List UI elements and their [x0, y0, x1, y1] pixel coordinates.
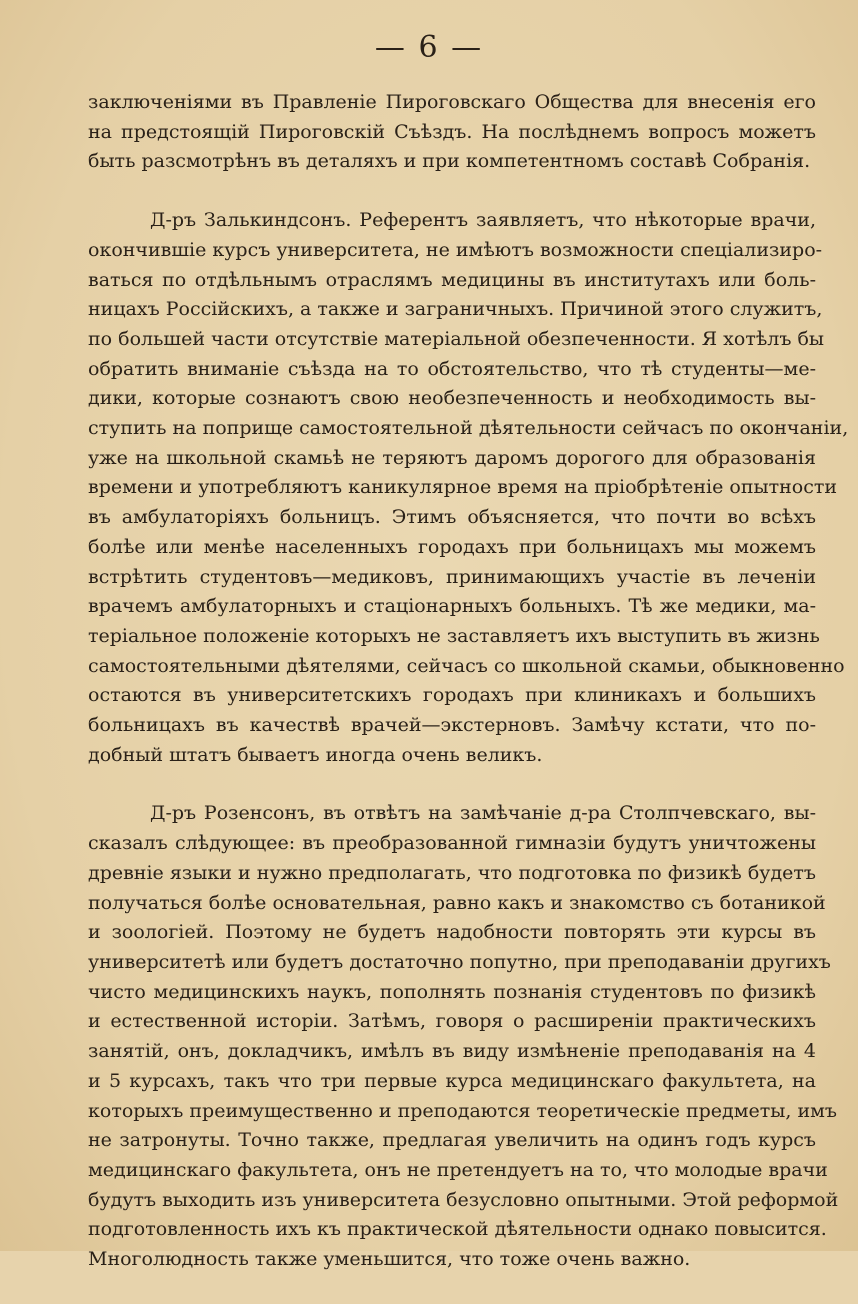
text-line: древніе языки и нужно предполагать, что подготовка по физикѣ будетъ [88, 861, 816, 884]
body-text [88, 88, 849, 1304]
text-line: подготовленность ихъ къ практической дѣятельности однако повысится. [88, 1218, 827, 1241]
text-line: ваться по отдѣльнымъ отраслямъ медицины въ институтахъ или боль- [88, 268, 816, 291]
text-line: добный штатъ бываетъ иногда очень великъ. [88, 743, 543, 766]
text-line: въ амбулаторіяхъ больницъ. Этимъ объясняется, что почти во всѣхъ [88, 506, 816, 529]
text-line: Многолюдность также уменьшится, что тоже очень важно. [88, 1248, 691, 1271]
text-line: больницахъ въ качествѣ врачей—экстерновъ. Замѣчу кстати, что по- [88, 714, 816, 737]
page-number: — 6 — [374, 30, 484, 65]
text-line: остаются въ университетскихъ городахъ при клиникахъ и большихъ [88, 684, 816, 707]
text-line: встрѣтить студентовъ—медиковъ, принимающихъ участіе въ леченіи [88, 565, 816, 588]
text-line: получаться болѣе основательная, равно какъ и знакомство съ ботаникой [88, 891, 826, 914]
text-line: быть разсмотрѣнъ въ деталяхъ и при компетентномъ составѣ Собранія. [88, 150, 811, 173]
text-line: чисто медицинскихъ наукъ, пополнять познанія студентовъ по физикѣ [88, 980, 816, 1003]
text-line: и 5 курсахъ, такъ что три первые курса медицинскаго факультета, на [88, 1069, 816, 1092]
text-line: и естественной исторіи. Затѣмъ, говоря о расширеніи практическихъ [88, 1010, 816, 1033]
text-line: занятій, онъ, докладчикъ, имѣлъ въ виду измѣненіе преподаванія на 4 [88, 1040, 816, 1063]
paragraph [88, 206, 849, 770]
text-line: которыхъ преимущественно и преподаются теоретическіе предметы, имъ [88, 1099, 838, 1122]
text-line: ступить на поприще самостоятельной дѣятельности сейчасъ по окончаніи, [88, 417, 849, 440]
text-line: сказалъ слѣдующее: въ преобразованной гимназіи будутъ уничтожены [88, 832, 816, 855]
text-line: на предстоящій Пироговскій Съѣздъ. На послѣднемъ вопросъ можетъ [88, 120, 816, 143]
paragraph [88, 799, 839, 1274]
text-line: по большей части отсутствіе матеріальной обезпеченности. Я хотѣлъ бы [88, 327, 825, 350]
text-line: университетѣ или будетъ достаточно попутно, при преподаваніи другихъ [88, 950, 831, 973]
paragraph [88, 88, 816, 177]
text-line: болѣе или менѣе населенныхъ городахъ при больницахъ мы можемъ [88, 535, 816, 558]
text-line: медицинскаго факультета, онъ не претендуетъ на то, что молодые врачи [88, 1158, 828, 1181]
text-line: и зоологіей. Поэтому не будетъ надобности повторять эти курсы въ [88, 921, 816, 944]
text-line: самостоятельными дѣятелями, сейчасъ со школьной скамьи, обыкновенно [88, 654, 845, 677]
text-line: ницахъ Россійскихъ, а также и заграничныхъ. Причиной этого служитъ, [88, 298, 823, 321]
text-line: дики, которые сознаютъ свою необезпеченность и необходимость вы- [88, 387, 816, 410]
text-line: времени и употребляютъ каникулярное время на пріобрѣтеніе опытности [88, 476, 838, 499]
text-line: Д-ръ Залькиндсонъ. Референтъ заявляетъ, что нѣкоторые врачи, [150, 209, 816, 232]
text-line: врачемъ амбулаторныхъ и стаціонарныхъ больныхъ. Тѣ же медики, ма- [88, 595, 816, 618]
text-line: уже на школьной скамьѣ не теряютъ даромъ дорогого для образованія [88, 446, 816, 469]
text-line: Д-ръ Розенсонъ, въ отвѣтъ на замѣчаніе д-ра Столпчевскаго, вы- [150, 802, 816, 825]
text-line: заключеніями въ Правленіе Пироговскаго Общества для внесенія его [88, 91, 816, 113]
text-line: обратить вниманіе съѣзда на то обстоятельство, что тѣ студенты—ме- [88, 357, 816, 380]
text-line: окончившіе курсъ университета, не имѣютъ возможности спеціализиро- [88, 238, 823, 261]
text-line: будутъ выходить изъ университета безусловно опытными. Этой реформой [88, 1188, 839, 1211]
text-line: теріальное положеніе которыхъ не заставляетъ ихъ выступить въ жизнь [88, 624, 820, 647]
text-line: не затронуты. Точно также, предлагая увеличить на одинъ годъ курсъ [88, 1129, 816, 1152]
